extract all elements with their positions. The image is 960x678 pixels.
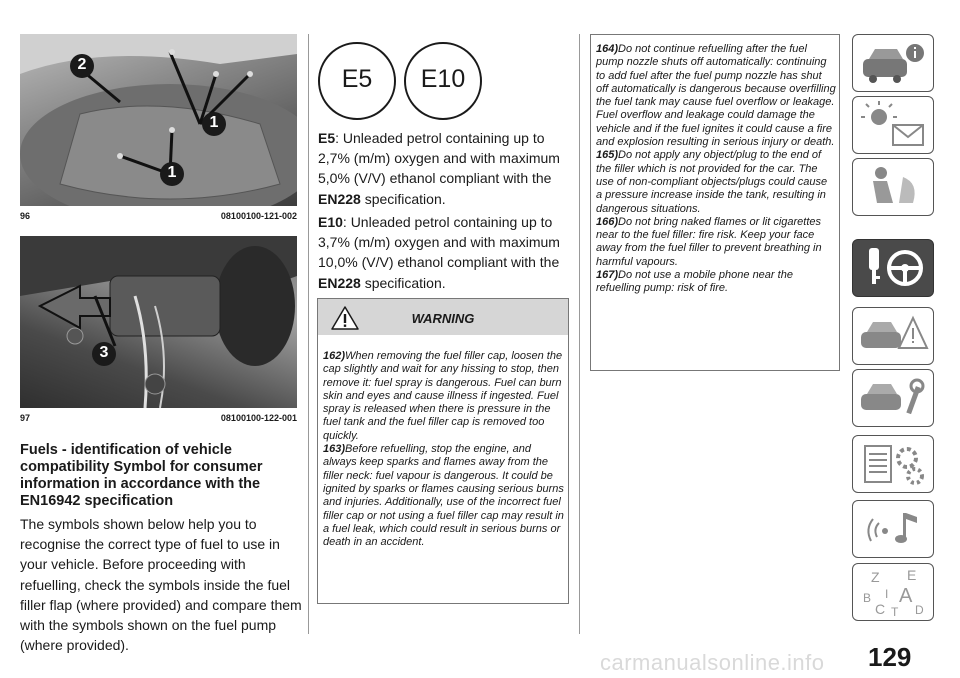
item-number: 162) (323, 350, 346, 362)
column-divider (579, 34, 580, 634)
fuel-filler-area-illustration (20, 34, 297, 206)
warning-item (596, 216, 836, 269)
figure-number: 97 (20, 413, 31, 423)
alphabetical-index-icon (853, 564, 933, 620)
tab-emergency[interactable] (852, 307, 934, 365)
index-letter: D (915, 603, 924, 617)
tab-specifications[interactable] (852, 435, 934, 493)
item-text: Do not apply any object/plug to the end of the filler which is not provided for the car. The use of non-compliant objects/plugs could cause a pressure increase inside the tank, resulting in dangerous situations. (596, 149, 828, 215)
warning-item (323, 443, 565, 549)
index-letter: A (899, 585, 913, 607)
multimedia-icon (853, 501, 933, 557)
warning-body (323, 350, 565, 549)
warning-box (317, 298, 569, 604)
warning-continued-body (596, 43, 836, 296)
tab-index[interactable] (852, 563, 934, 621)
tab-warning-lights[interactable] (852, 96, 934, 154)
specifications-gears-icon (853, 436, 933, 492)
fuel-tail: specification. (360, 190, 446, 207)
figure-97-photo (20, 236, 297, 408)
figure-number: 96 (20, 211, 31, 221)
tab-multimedia[interactable] (852, 500, 934, 558)
fuel-desc: : Unleaded petrol containing up to 3,7% (m/m) oxygen and with maximum 10,0% (V/V) ethanol compliant with the (318, 214, 560, 271)
tab-car-info[interactable] (852, 34, 934, 92)
warning-title: WARNING (411, 311, 475, 326)
item-number: 165) (596, 149, 619, 162)
e5-description (318, 128, 570, 209)
fuel-code: E10 (318, 214, 343, 230)
fuel-desc: : Unleaded petrol containing up to 2,7% (m/m) oxygen and with maximum 5,0% (V/V) ethanol compliant with the (318, 130, 560, 187)
e10-description (318, 212, 570, 293)
figure-96-photo (20, 34, 297, 206)
item-text: When removing the fuel filler cap, loosen the cap slightly and wait for any hissing to stop, then remove it: fuel spray is dangerous. Fuel can burn skin and eyes and cause illness if ingested. Fuel spray is released when there is pressure in the fuel tank and the fuel filler cap is removed too quickly. (323, 350, 563, 442)
warning-item (323, 350, 565, 443)
tab-starting-and-driving[interactable] (852, 239, 934, 297)
section-title: Fuels - identification of vehicle compatibility Symbol for consumer information in accordance with the EN16942 specification (20, 442, 263, 509)
fuel-spec: EN228 (318, 190, 361, 207)
index-letter: C (875, 601, 886, 617)
car-accident-icon (853, 308, 933, 364)
watermark: carmanualsonline.info (600, 650, 825, 675)
tab-safety[interactable] (852, 158, 934, 216)
index-letter: T (891, 605, 899, 619)
figure-code: 08100100-122-001 (220, 413, 297, 423)
car-info-icon (853, 35, 933, 91)
airbag-seat-icon (853, 159, 933, 215)
page-number: 129 (868, 642, 912, 672)
item-number: 167) (596, 269, 619, 282)
fuel-tail: specification. (360, 274, 446, 291)
warning-header (318, 299, 568, 335)
fuel-code: E5 (318, 130, 336, 146)
callout-label: 1 (167, 164, 177, 181)
warning-item (596, 149, 836, 215)
item-number: 163) (323, 443, 346, 456)
fuel-filler-cable-illustration (20, 236, 297, 408)
figure-code: 08100100-121-002 (220, 211, 297, 221)
fuel-spec: EN228 (318, 274, 361, 291)
item-text: Do not use a mobile phone near the refuelling pump: risk of fire. (596, 269, 793, 295)
index-letter: B (863, 591, 872, 605)
index-letter: E (907, 567, 917, 583)
warning-lights-icon (853, 97, 933, 153)
tab-service[interactable] (852, 369, 934, 427)
callout-label: 2 (77, 56, 87, 73)
index-letter: Z (871, 569, 880, 585)
callout-label: 1 (209, 114, 219, 131)
callout-label: 3 (99, 344, 109, 361)
section-body: The symbols shown below help you to recognise the correct type of fuel to use in your vehicle. Before proceeding with refuelling, check the symbols inside the fuel filler flap (where provided) and compare them with the symbols shown on the fuel pump (where provided). (20, 516, 302, 654)
warning-item (596, 43, 836, 149)
item-number: 166) (596, 215, 619, 228)
e10-symbol-label: E10 (420, 65, 466, 93)
item-text: Do not continue refuelling after the fuel pump nozzle shuts off automatically: continuing to add fuel after the fuel pump nozzle has shut off automatically is dangerous because overfilling the fuel tank may cause fuel overflow or leakage. Fuel overflow and leakage could damage the vehicle and if the fuel ignites it could cause a fire and explosion resulting in serious injury or death. (596, 43, 836, 149)
key-steering-wheel-icon (853, 240, 933, 296)
item-text: Before refuelling, stop the engine, and always keep sparks and flames away from the filler neck: fuel vapour is dangerous. It could be ignited by sparks or flames causing serious burns and injuries. Additionally, use of the incorrect fuel filler cap or not using a fuel filler cap may result in a fuel leak, which could result in serious burns or death in an accident. (323, 443, 564, 549)
e5-symbol-label: E5 (341, 65, 373, 93)
car-service-icon (853, 370, 933, 426)
item-number: 164) (596, 43, 619, 55)
warning-continued-box (590, 34, 840, 371)
warning-item (596, 269, 836, 296)
column-divider (308, 34, 309, 634)
item-text: Do not bring naked flames or lit cigarettes near to the fuel filler: fire risk. Keep your face away from the fuel filler to prevent breathing in harmful vapours. (596, 215, 822, 268)
index-letter: I (885, 587, 889, 601)
